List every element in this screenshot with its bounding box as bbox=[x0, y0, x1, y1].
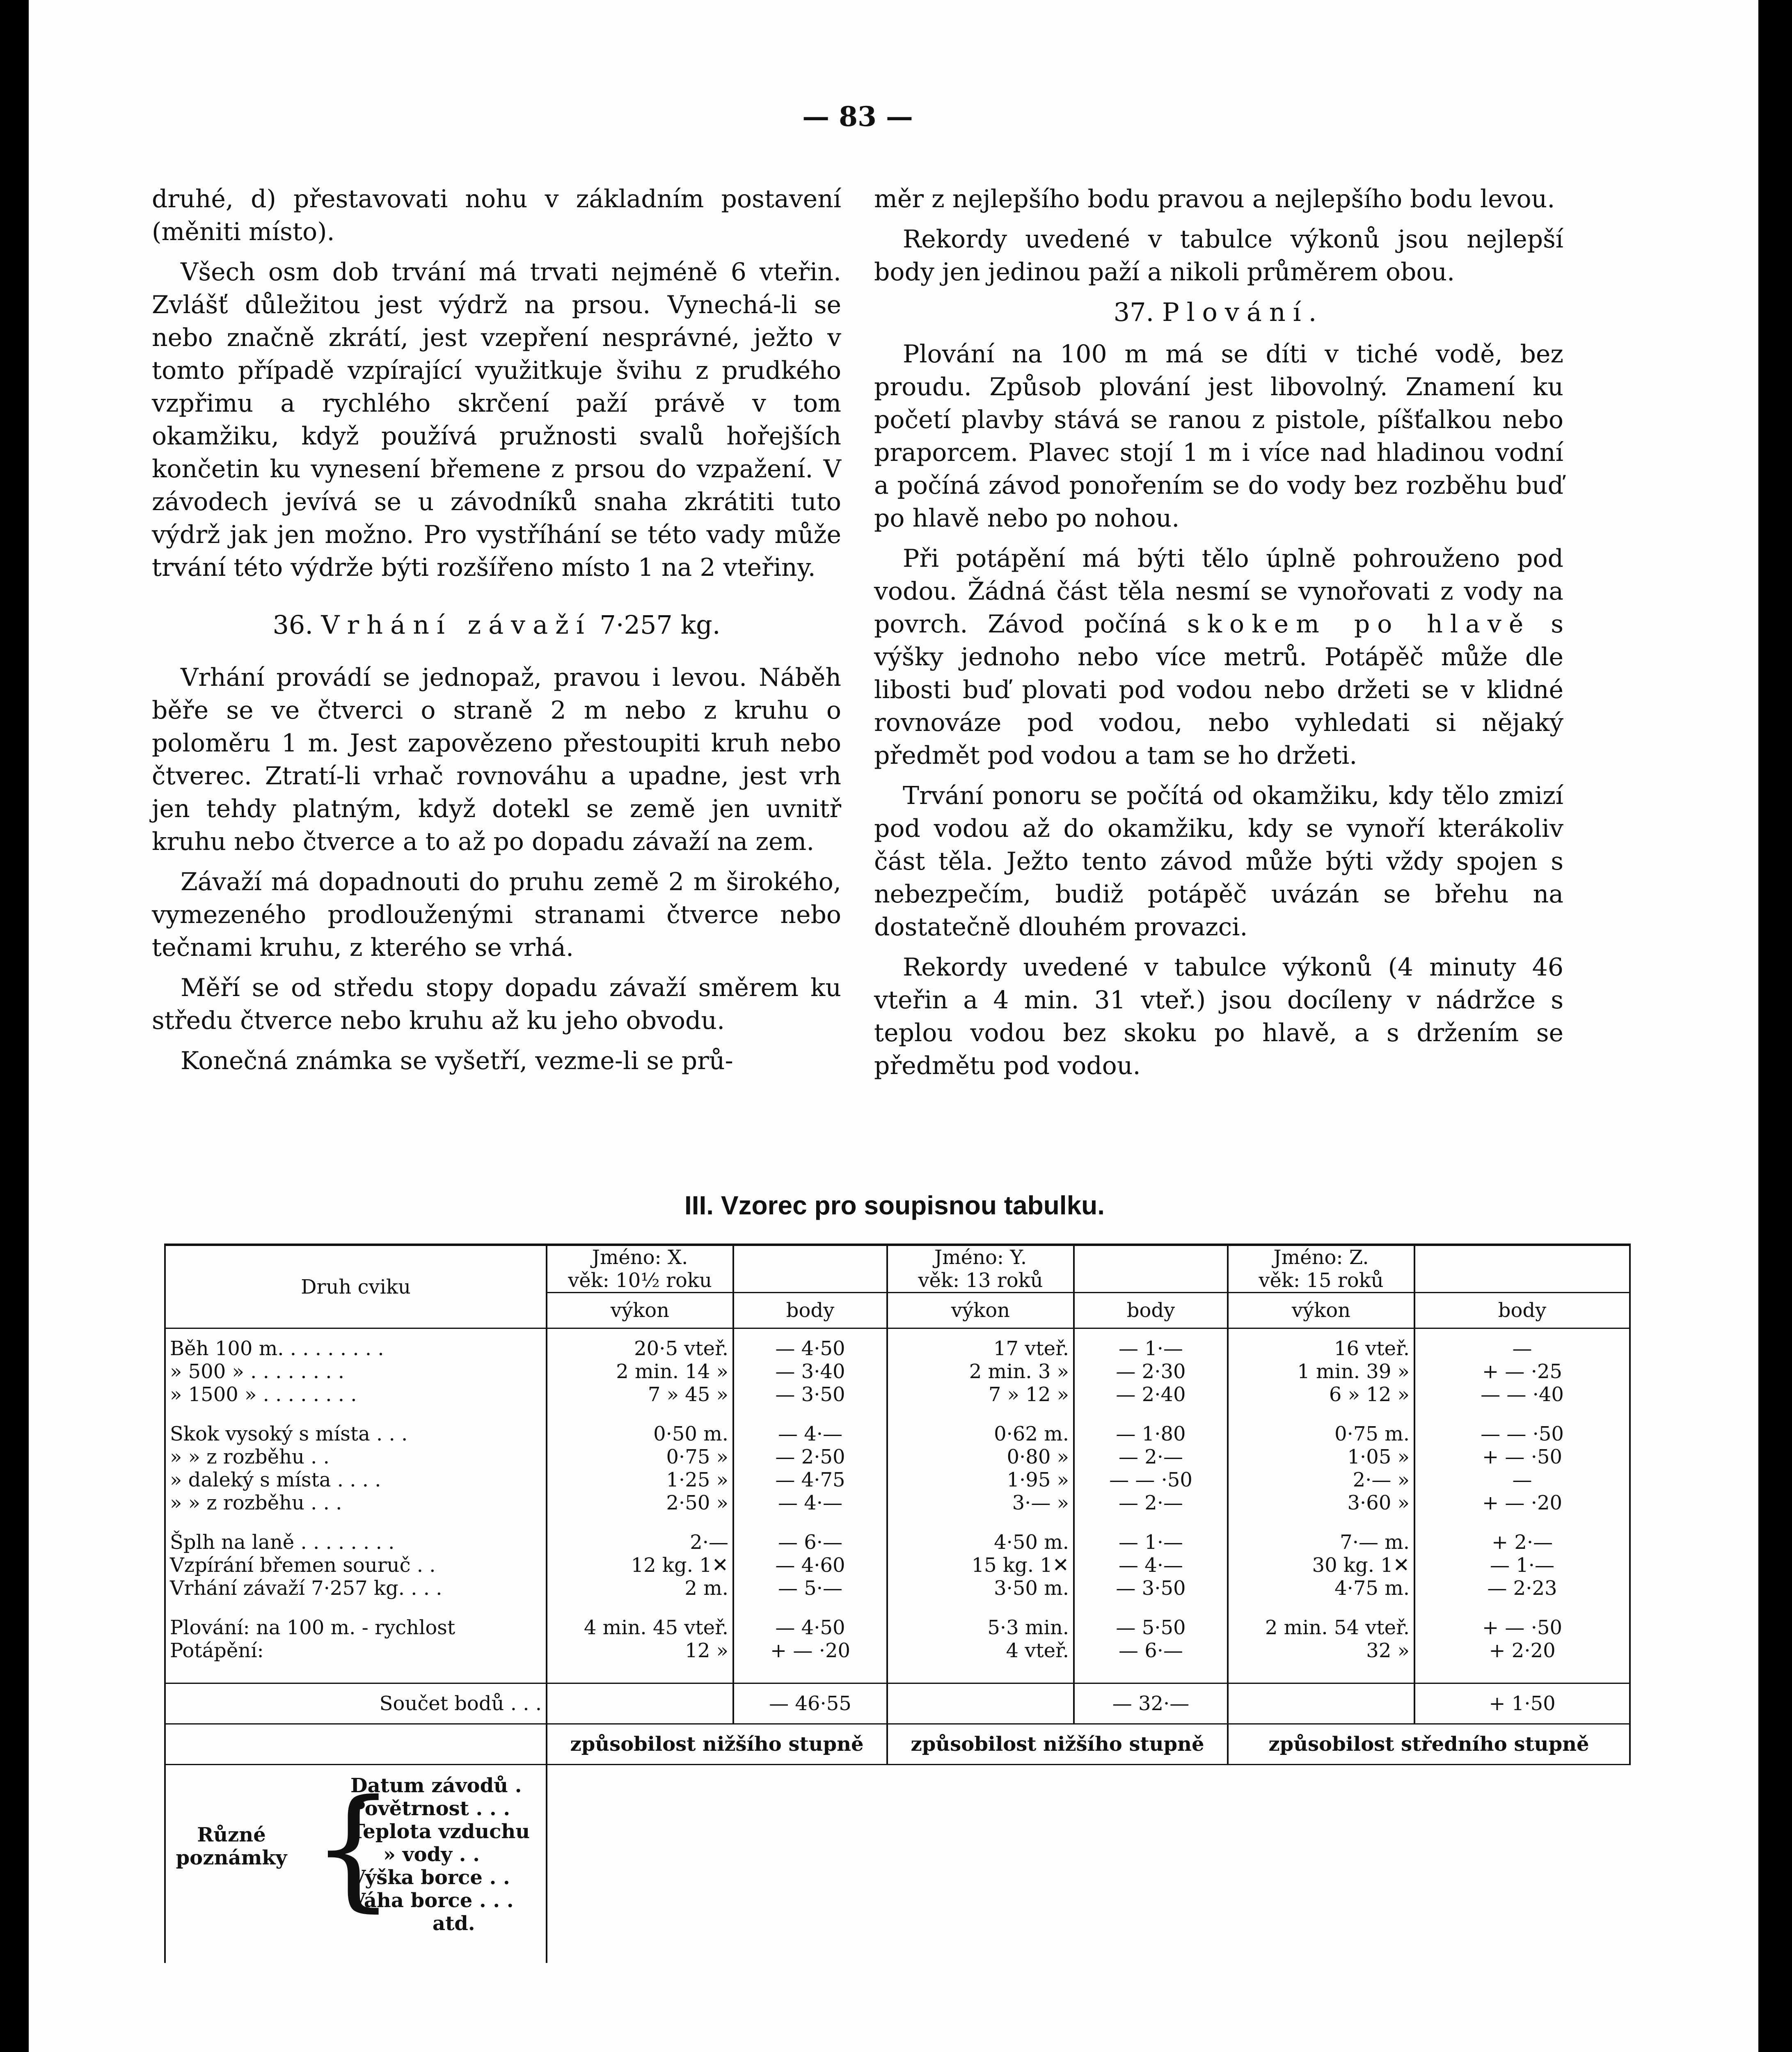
cell-x-vykon: 4 min. 45 vteř. 12 » bbox=[547, 1608, 733, 1683]
row-label: » 500 » . . . . . . . . bbox=[170, 1360, 344, 1383]
row-label: Šplh na laně . . . . . . . . bbox=[170, 1531, 395, 1554]
row-label: Vzpírání břemen souruč . . bbox=[170, 1554, 436, 1577]
cell-z-body: + — ·50 + 2·20 bbox=[1414, 1608, 1630, 1683]
cell-x-body: — 6·— — 4·60 — 5·— bbox=[733, 1523, 887, 1608]
table-row-soucet bbox=[165, 1683, 1630, 1724]
paragraph: Rekordy uvedené v tabulce výkonů jsou nejlepší body jen jedinou paží a nikoli průměrem obou. bbox=[874, 225, 1563, 286]
paragraph: Trvání ponoru se počítá od okamžiku, kdy tělo zmizí pod vodou až do okamžiku, kdy se vynoří kterákoliv část těla. Ježto tento závod může býti vždy spojen s nebezpečím, budiž potápěč uvázán se břehu na dostatečně dlouhém provazci. bbox=[874, 781, 1563, 941]
table-row-skok bbox=[165, 1414, 1630, 1523]
table-caption: III. Vzorec pro soupisnou tabulku. bbox=[684, 1191, 1105, 1220]
soucet-x: — 46·55 bbox=[733, 1683, 887, 1724]
paragraph-text: Při potápění má býti tělo úplně pohrouženo pod vodou. Žádná část těla nesmí se vynořovati z vody na povrch. Závod počíná bbox=[874, 544, 1563, 639]
zpusobilost-z: způsobilost středního stupně bbox=[1228, 1724, 1630, 1765]
cell-z-vykon: 7·— m. 30 kg. 1✕ 4·75 m. bbox=[1228, 1523, 1414, 1608]
ruzne-cell bbox=[165, 1765, 547, 1963]
table-header-row bbox=[165, 1245, 1630, 1293]
page-number: — 83 — bbox=[802, 101, 913, 133]
zpusobilost-y: způsobilost nižšího stupně bbox=[887, 1724, 1228, 1765]
row-label: » daleký s místa . . . . bbox=[170, 1468, 381, 1491]
row-label: » 1500 » . . . . . . . . bbox=[170, 1383, 357, 1406]
cell-z-vykon: 16 vteř. 1 min. 39 » 6 » 12 » bbox=[1228, 1328, 1414, 1415]
soucet-z: + 1·50 bbox=[1414, 1683, 1630, 1724]
soucet-label: Součet bodů . . . bbox=[165, 1683, 547, 1724]
ruzne-item: » vody . . bbox=[383, 1843, 480, 1866]
cell-z-vykon: 2 min. 54 vteř. 32 » bbox=[1228, 1608, 1414, 1683]
header-empty bbox=[1414, 1245, 1630, 1293]
paragraph: měr z nejlepšího bodu pravou a nejlepšího bodu levou. bbox=[874, 185, 1555, 213]
section-number: 37. bbox=[1113, 297, 1154, 327]
empty-cell bbox=[1414, 1765, 1630, 1963]
score-table bbox=[164, 1244, 1631, 1963]
paragraph: Všech osm dob trvání má trvati nejméně 6 vteřin. Zvlášť důležitou jest výdrž na prsou. Vynechá-li se nebo značně zkrátí, jest vzepření nesprávné, ježto v tomto případě vzpírající využitkuje švihu z prudkého vzpřimu a rychlého skrčení paží právě v tom okamžiku, když používá pružnosti svalů hořejších končetin ku vynesení břemene z prsou do vzpažení. V závodech jevívá se u závodníků snaha zkrátiti tuto výdrž jak jen možno. Pro vystříhání se této vady může trvání této výdrže býti rozšířeno místo 1 na 2 vteřiny. bbox=[152, 258, 841, 582]
cell-x-vykon: 2·— 12 kg. 1✕ 2 m. bbox=[547, 1523, 733, 1608]
person-name: Jméno: Y. bbox=[934, 1246, 1027, 1269]
empty-cell bbox=[887, 1683, 1074, 1724]
section-number: 36. bbox=[272, 610, 314, 640]
section-heading-37 bbox=[874, 296, 1563, 329]
zpusobilost-x: způsobilost nižšího stupně bbox=[547, 1724, 887, 1765]
cell-z-vykon: 0·75 m. 1·05 » 2·— » 3·60 » bbox=[1228, 1414, 1414, 1523]
person-name: Jméno: X. bbox=[592, 1246, 688, 1269]
section-title: Plování. bbox=[1162, 297, 1324, 327]
cell-x-body: — 4·50 + — ·20 bbox=[733, 1608, 887, 1683]
header-druh-cviku: Druh cviku bbox=[165, 1245, 547, 1328]
paragraph: Konečná známka se vyšetří, vezme-li se prů- bbox=[181, 1047, 733, 1075]
empty-cell bbox=[1228, 1765, 1414, 1963]
header-body: body bbox=[733, 1293, 887, 1328]
cell-y-vykon: 17 vteř. 2 min. 3 » 7 » 12 » bbox=[887, 1328, 1074, 1415]
row-label: Plování: na 100 m. - rychlost bbox=[170, 1616, 455, 1639]
person-age: věk: 13 roků bbox=[918, 1269, 1043, 1292]
ruzne-list bbox=[350, 1774, 547, 1935]
cell-z-body: — — ·50 + — ·50 — + — ·20 bbox=[1414, 1414, 1630, 1523]
ruzne-item: Výška borce . . bbox=[350, 1866, 510, 1889]
paragraph: druhé, d) přestavovati nohu v základním postavení (měniti místo). bbox=[152, 185, 841, 246]
row-label: Potápění: bbox=[170, 1639, 264, 1662]
section-title: Vrhání závaží bbox=[321, 610, 592, 640]
cell-z-body: + 2·— — 1·— — 2·23 bbox=[1414, 1523, 1630, 1608]
row-labels bbox=[165, 1608, 547, 1683]
cell-y-body: — 1·— — 4·— — 3·50 bbox=[1074, 1523, 1228, 1608]
cell-x-body: — 4·50 — 3·40 — 3·50 bbox=[733, 1328, 887, 1415]
book-page bbox=[29, 0, 1758, 2052]
header-person-x bbox=[547, 1245, 733, 1293]
header-vykon: výkon bbox=[1228, 1293, 1414, 1328]
section-heading-36 bbox=[152, 609, 841, 641]
person-age: věk: 10½ roku bbox=[568, 1269, 712, 1292]
paragraph: Rekordy uvedené v tabulce výkonů (4 minuty 46 vteřin a 4 min. 31 vteř.) jsou docíleny v nádržce s teplou vodou bez skoku po hlavě, a s držením se předmětu pod vodou. bbox=[874, 953, 1563, 1080]
ruzne-item: Váha borce . . . bbox=[350, 1889, 514, 1912]
ruzne-item: Datum závodů . bbox=[350, 1774, 522, 1797]
empty-cell bbox=[547, 1765, 733, 1963]
row-labels bbox=[165, 1328, 547, 1415]
row-label: Vrhání závaží 7·257 kg. . . . bbox=[170, 1577, 442, 1600]
table-row-beh bbox=[165, 1328, 1630, 1415]
brace-symbol: { bbox=[311, 1772, 395, 1924]
cell-y-vykon: 5·3 min. 4 vteř. bbox=[887, 1608, 1074, 1683]
cell-z-body: — + — ·25 — — ·40 bbox=[1414, 1328, 1630, 1415]
table-row-plovani bbox=[165, 1608, 1630, 1683]
cell-y-body: — 1·80 — 2·— — — ·50 — 2·— bbox=[1074, 1414, 1228, 1523]
table-row-zpusobilost bbox=[165, 1724, 1630, 1765]
paragraph: Závaží má dopadnouti do pruhu země 2 m širokého, vymezeného prodlouženými stranami čtverce nebo tečnami kruhu, z kterého se vrhá. bbox=[152, 868, 841, 962]
row-labels bbox=[165, 1523, 547, 1608]
paragraph: Měří se od středu stopy dopadu závaží směrem ku středu čtverce nebo kruhu až ku jeho obvodu. bbox=[152, 973, 841, 1035]
empty-cell bbox=[1074, 1765, 1228, 1963]
cell-y-vykon: 0·62 m. 0·80 » 1·95 » 3·— » bbox=[887, 1414, 1074, 1523]
ruzne-label: Různé poznámky bbox=[176, 1823, 287, 1869]
person-age: věk: 15 roků bbox=[1259, 1269, 1384, 1292]
header-vykon: výkon bbox=[547, 1293, 733, 1328]
row-label: Běh 100 m. . . . . . . . . bbox=[170, 1337, 384, 1360]
empty-cell bbox=[1228, 1683, 1414, 1724]
ruzne-item: atd. bbox=[433, 1912, 475, 1935]
cell-x-vykon: 20·5 vteř. 2 min. 14 » 7 » 45 » bbox=[547, 1328, 733, 1415]
header-body: body bbox=[1074, 1293, 1228, 1328]
left-column bbox=[152, 183, 841, 1077]
section-weight: 7·257 kg. bbox=[600, 610, 721, 640]
ruzne-block bbox=[170, 1774, 542, 1951]
cell-x-body: — 4·— — 2·50 — 4·75 — 4·— bbox=[733, 1414, 887, 1523]
header-empty bbox=[733, 1245, 887, 1293]
paragraph bbox=[874, 542, 1563, 772]
header-person-z bbox=[1228, 1245, 1414, 1293]
empty-cell bbox=[547, 1683, 733, 1724]
ruzne-item: Teplota vzduchu bbox=[350, 1820, 530, 1843]
row-label: » » z rozběhu . . bbox=[170, 1445, 330, 1468]
cell-y-vykon: 4·50 m. 15 kg. 1✕ 3·50 m. bbox=[887, 1523, 1074, 1608]
cell-x-vykon: 0·50 m. 0·75 » 1·25 » 2·50 » bbox=[547, 1414, 733, 1523]
header-body: body bbox=[1414, 1293, 1630, 1328]
header-person-y bbox=[887, 1245, 1074, 1293]
row-label: Skok vysoký s místa . . . bbox=[170, 1422, 408, 1445]
header-empty bbox=[1074, 1245, 1228, 1293]
cell-y-body: — 1·— — 2·30 — 2·40 bbox=[1074, 1328, 1228, 1415]
empty-cell bbox=[165, 1724, 547, 1765]
table-row-splh bbox=[165, 1523, 1630, 1608]
soucet-y: — 32·— bbox=[1074, 1683, 1228, 1724]
cell-y-body: — 5·50 — 6·— bbox=[1074, 1608, 1228, 1683]
empty-cell bbox=[733, 1765, 887, 1963]
row-label: » » z rozběhu . . . bbox=[170, 1491, 342, 1514]
ruzne-item: Povětrnost . . . bbox=[350, 1797, 510, 1820]
paragraph: Plování na 100 m má se díti v tiché vodě, bez proudu. Způsob plování jest libovolný. Znamení ku početí plavby stává se ranou z pistole, píšťalkou nebo praporcem. Plavec stojí 1 m i více nad hladinou vodní a počíná závod ponořením se do vody bez rozběhu buď po hlavě nebo po nohou. bbox=[874, 340, 1563, 533]
spaced-text: skokem po hlavě bbox=[1187, 610, 1531, 639]
right-column bbox=[874, 183, 1563, 1082]
row-labels bbox=[165, 1414, 547, 1523]
paragraph: Vrhání provádí se jednopaž, pravou i levou. Náběh běře se ve čtverci o straně 2 m nebo z kruhu o poloměru 1 m. Jest zapovězeno přestoupiti kruh nebo čtverec. Ztratí-li vrhač rovnováhu a upadne, jest vrh jen tehdy platným, když dotekl se země jen uvnitř kruhu nebo čtverce a to až po dopadu závaží na zem. bbox=[152, 663, 841, 856]
person-name: Jméno: Z. bbox=[1273, 1246, 1369, 1269]
header-vykon: výkon bbox=[887, 1293, 1074, 1328]
empty-cell bbox=[887, 1765, 1074, 1963]
table-row-ruzne bbox=[165, 1765, 1630, 1963]
paragraph-text: s výšky jednoho nebo více metrů. Potápěč může dle libosti buď plovati pod vodou nebo držeti se v klidné rovnováze pod vodou, nebo vyhledati si nějaký předmět pod vodou a tam se ho držeti. bbox=[874, 610, 1564, 770]
